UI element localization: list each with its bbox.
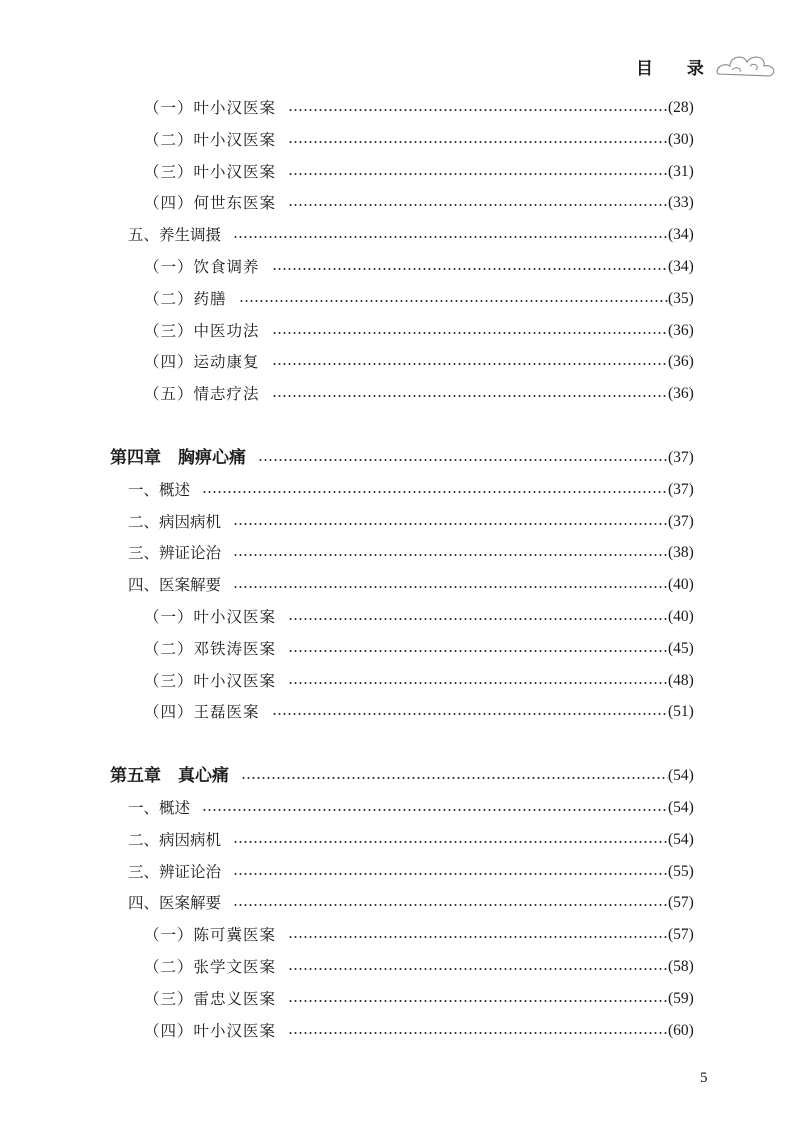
toc-entry[interactable]	[0, 665, 800, 697]
dot-leader	[288, 633, 668, 665]
toc-entry-label: （五）情志疗法	[144, 385, 260, 404]
dot-leader	[288, 124, 668, 156]
dot-leader	[288, 156, 668, 188]
dot-leader	[288, 951, 668, 983]
toc-entry-page: (34)	[668, 258, 694, 275]
toc-entry-label: （一）叶小汉医案	[144, 99, 277, 117]
toc-entry-page: (48)	[668, 671, 694, 689]
dot-leader	[258, 442, 668, 474]
dot-leader	[233, 569, 668, 601]
toc-entry[interactable]	[0, 951, 800, 983]
toc-entry-page: (60)	[668, 1021, 694, 1039]
dot-leader	[233, 824, 668, 856]
toc-entry[interactable]	[0, 856, 800, 888]
dot-leader	[272, 315, 668, 347]
dot-leader	[233, 537, 668, 569]
toc-entry-page: (59)	[668, 989, 694, 1007]
toc-entry[interactable]	[0, 442, 800, 474]
toc-entry-page: (38)	[668, 544, 694, 562]
toc-entry[interactable]	[0, 315, 800, 347]
toc-entry-label: 四、医案解要	[128, 576, 222, 595]
toc-entry-page: (40)	[668, 608, 694, 625]
toc-entry-page: (57)	[668, 894, 694, 912]
toc-entry[interactable]	[0, 696, 800, 728]
toc-entry[interactable]	[0, 219, 800, 251]
toc-entry[interactable]	[0, 792, 800, 824]
toc-entry-label: （一）叶小汉医案	[144, 608, 277, 626]
toc-entry-page: (51)	[668, 703, 694, 721]
dot-leader	[272, 378, 668, 410]
toc-entry-page: (54)	[668, 830, 694, 848]
toc-entry-page: (55)	[668, 862, 694, 880]
toc-entry[interactable]	[0, 474, 800, 506]
dot-leader	[272, 696, 668, 728]
dot-leader	[288, 1015, 668, 1047]
dot-leader	[241, 760, 668, 792]
toc-entry-page: (37)	[668, 449, 694, 466]
toc-entry[interactable]	[0, 983, 800, 1015]
toc-entry-page: (58)	[668, 958, 694, 975]
toc-entry[interactable]	[0, 633, 800, 665]
running-header	[636, 54, 786, 82]
toc-entry-label: （一）饮食调养	[144, 258, 260, 276]
dot-leader	[202, 792, 668, 824]
header-title: 目 录	[636, 59, 718, 79]
toc-entry-page: (36)	[668, 353, 694, 371]
toc-entry[interactable]	[0, 887, 800, 919]
dot-leader	[288, 919, 668, 951]
toc-entry[interactable]	[0, 92, 800, 124]
dot-leader	[288, 665, 668, 697]
dot-leader	[272, 251, 668, 283]
dot-leader	[239, 283, 668, 315]
toc-entry-page: (45)	[668, 639, 694, 657]
toc-entry-label: 三、辨证论治	[128, 544, 222, 563]
toc-entry[interactable]	[0, 601, 800, 633]
toc-entry-page: (54)	[668, 767, 694, 785]
toc-entry-label: 二、病因病机	[128, 512, 222, 531]
toc-entry-label: 一、概述	[128, 480, 191, 499]
toc-entry-page: (36)	[668, 385, 694, 403]
toc-entry-label: 二、病因病机	[128, 830, 222, 849]
toc-entry-label: 五、养生调摄	[128, 226, 222, 245]
dot-leader	[233, 887, 668, 919]
toc-entry-label: 第四章 胸痹心痛	[110, 448, 246, 468]
toc-entry-label: （四）何世东医案	[144, 194, 277, 213]
toc-entry-label: 三、辨证论治	[128, 862, 222, 881]
toc-entry-page: (31)	[668, 162, 694, 180]
toc-entry-label: （二）叶小汉医案	[144, 130, 277, 149]
toc-entry[interactable]	[0, 824, 800, 856]
toc-entry[interactable]	[0, 1015, 800, 1047]
toc-entry[interactable]	[0, 378, 800, 410]
toc-entry[interactable]	[0, 283, 800, 315]
toc-entry-label: 一、概述	[128, 799, 191, 817]
toc-entry[interactable]	[0, 537, 800, 569]
toc-entry-page: (57)	[668, 926, 694, 944]
toc-entry-label: （三）中医功法	[144, 321, 260, 340]
toc-entry-label: （一）陈可冀医案	[144, 926, 277, 945]
toc-entry-page: (28)	[668, 99, 694, 116]
toc-entry[interactable]	[0, 506, 800, 538]
dot-leader	[202, 474, 668, 506]
dot-leader	[233, 219, 668, 251]
toc-entry-label: （三）叶小汉医案	[144, 162, 277, 181]
toc-entry-label: （四）运动康复	[144, 353, 260, 372]
dot-leader	[288, 187, 668, 219]
toc-entry-page: (40)	[668, 576, 694, 594]
toc-entry-page: (37)	[668, 512, 694, 530]
toc-entry[interactable]	[0, 919, 800, 951]
dot-leader	[272, 346, 668, 378]
toc-entry-label: （二）邓铁涛医案	[144, 639, 277, 658]
toc-entry[interactable]	[0, 187, 800, 219]
dot-leader	[233, 506, 668, 538]
toc-entry-label: （四）叶小汉医案	[144, 1021, 277, 1040]
toc-entry-page: (35)	[668, 289, 694, 307]
toc-entry-label: （二）张学文医案	[144, 958, 277, 976]
dot-leader	[288, 601, 668, 633]
toc-entry-label: （二）药膳	[144, 289, 227, 308]
toc-entry-page: (36)	[668, 321, 694, 339]
toc-entry-label: （三）雷忠义医案	[144, 989, 277, 1008]
toc-entry-page: (33)	[668, 194, 694, 212]
toc-entry[interactable]	[0, 251, 800, 283]
toc-entry-page: (54)	[668, 799, 694, 816]
toc-entry[interactable]	[0, 760, 800, 792]
page-number: 5	[700, 1070, 708, 1086]
dot-leader	[288, 983, 668, 1015]
dot-leader	[288, 92, 668, 124]
toc-entry[interactable]	[0, 569, 800, 601]
toc-entry[interactable]	[0, 346, 800, 378]
toc-entry-page: (34)	[668, 226, 694, 244]
toc-entry-label: 四、医案解要	[128, 894, 222, 913]
toc-entry-page: (30)	[668, 130, 694, 148]
toc-entry[interactable]	[0, 124, 800, 156]
dot-leader	[233, 856, 668, 888]
toc-entry-label: 第五章 真心痛	[110, 766, 229, 787]
cloud-icon	[714, 48, 778, 82]
toc-entry-page: (37)	[668, 480, 694, 498]
toc-entry-label: （三）叶小汉医案	[144, 671, 277, 690]
toc-entry-label: （四）王磊医案	[144, 703, 260, 722]
toc-entry[interactable]	[0, 156, 800, 188]
